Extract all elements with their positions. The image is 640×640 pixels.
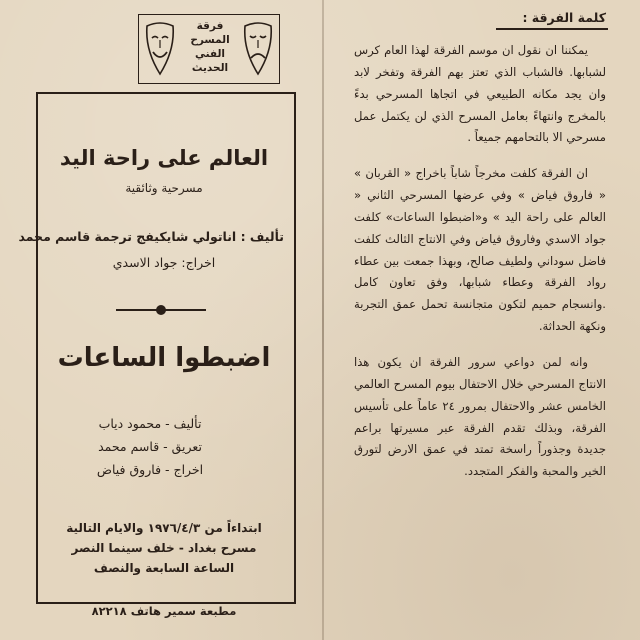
fold-line [322, 0, 324, 640]
logo-line: الحديث [191, 62, 229, 74]
troupe-logo [138, 14, 280, 84]
troupe-word-text [354, 40, 606, 483]
play2-title: اضبطوا الساعات [57, 343, 271, 373]
troupe-word-heading: كلمة الفرقة : [522, 10, 606, 25]
tragedy-mask-icon [241, 20, 275, 78]
play1-director: اخراج: جواد الاسدي [112, 255, 216, 270]
printer-credit: مطبعة سمير هاتف ٨٢٢١٨ [91, 604, 237, 618]
play2-author: تأليف - محمود دياب [98, 416, 202, 431]
troupe-logo-text [177, 19, 243, 75]
paragraph: وانه لمن دواعي سرور الفرقة ان يكون هذا الانتاج المسرحي خلال الاحتفال بيوم المسرح العالمي الخامس عشر والاحتفال بمرور ٢٤ عاماً على تأسيس الفرقة، وبذلك تقدم الفرقة عبر مسيرتها براعم جديدة وجذوراً راسخة تمتد في عمق الارض لتورق الخير والمحبة والفكر المتجدد. [354, 354, 607, 479]
comedy-mask-icon [143, 20, 177, 78]
logo-line: الفني [194, 48, 225, 60]
play2-adaptation: تعريق - قاسم محمد [98, 439, 202, 454]
play2-director: اخراج - فاروق فياض [96, 462, 204, 477]
paragraph: ان الفرقة كلفت مخرجاً شاباً باخراج « القربان » « فاروق فياض » وفي عرضها المسرحي الثاني « العالم على راحة اليد » و«اضبطوا الساعات» كلفت جواد الاسدي وفاروق فياض وفي الانتاج الثالث كلفت فاضل سوداني ولطيف صالح، وبهذا جمعت بين عطاء رواد الفرقة وعطاء شبابها، وفق تعاون كامل .وانسجام حميم لتكون متجانسة تحمل عمق التجربة ونكهة الحداثة. [354, 166, 606, 334]
show-venue: مسرح بغداد - خلف سينما النصر [71, 541, 257, 555]
play1-subtitle: مسرحية وثائقية [125, 181, 203, 195]
paragraph: يمكننا ان نقول ان موسم الفرقة لهذا العام كرس لشبابها. فالشباب الذي تعتز بهم الفرقة وتفخر لابد وان يجد مكانه الطبيعي في اتجاها المسرحي بدءً بالمخرج وانتهاءً بعامل المسرح الذي لن يكتمل عمل مسرحي الا بالتحامهم جميعاً . [354, 43, 606, 145]
divider-ornament [156, 305, 166, 315]
heading-underline [496, 28, 608, 30]
show-dates: ابتداءاً من ١٩٧٦/٤/٣ والايام التالية [66, 521, 262, 535]
show-info [40, 518, 288, 578]
logo-line: فرقة [196, 20, 224, 32]
logo-line: المسرح [190, 34, 230, 46]
play1-credit: تأليف : اناتولي شايكيفج ترجمة قاسم محمد [18, 229, 284, 244]
show-time: الساعة السابعة والنصف [93, 561, 235, 575]
play1-title: العالم على راحة اليد [59, 146, 269, 170]
play2-credits [60, 412, 240, 481]
